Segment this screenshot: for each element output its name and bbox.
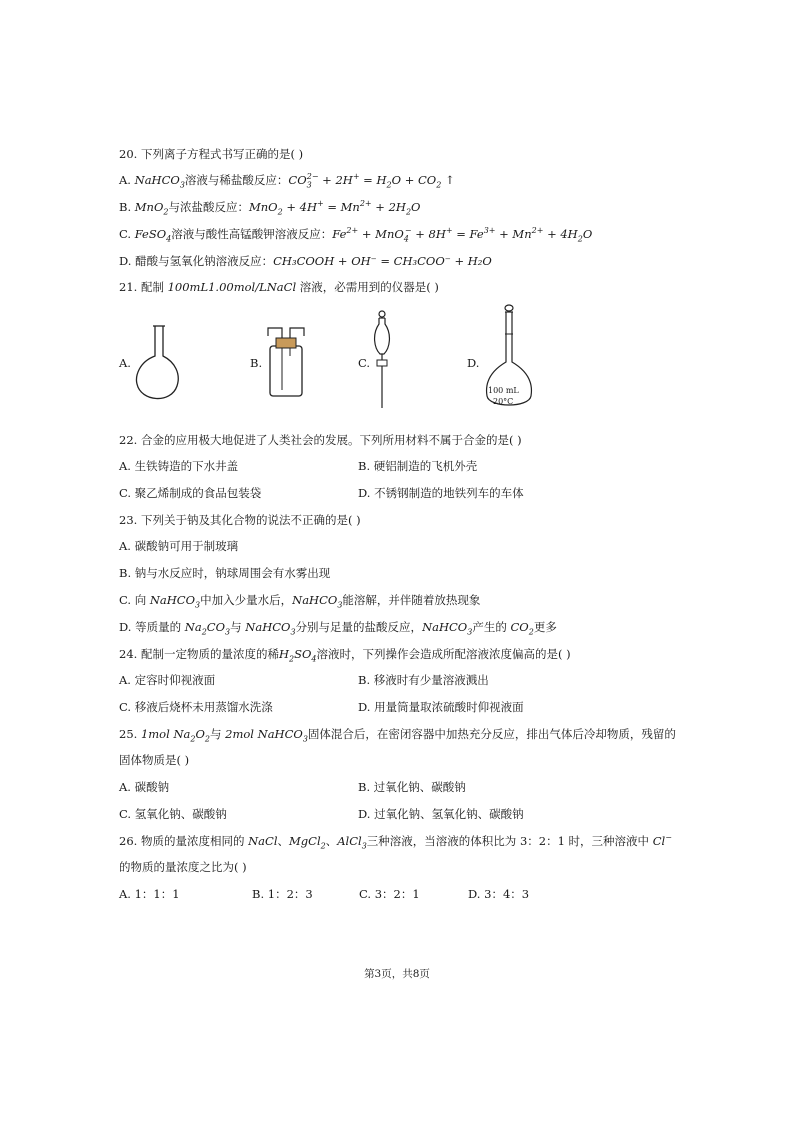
q26-option-a: A. 1：1：1 <box>119 887 180 901</box>
q26-option-c: C. 3：2：1 <box>359 887 420 901</box>
q26-stem-continued: 的物质的量浓度之比为( ) <box>119 860 247 874</box>
q26-option-d: D. 3：4：3 <box>468 887 530 901</box>
q23-option-d: D. 等质量的 $Na_2CO_3$与 NaHCO$_3$分别与足量的盐酸反应，NaHCO$_3$产生的 $CO_2$更多 <box>119 620 557 637</box>
q25-stem: 25. 1mol $Na_2O_2$与 2mol NaHCO$_3$固体混合后，在密闭容器中加热充分反应，排出气体后冷却物质，残留的 <box>119 727 676 744</box>
q24-option-c: C. 移液后烧杯未用蒸馏水洗涤 <box>119 700 273 714</box>
flask-mark-temp: 20°C <box>493 397 514 406</box>
q24-option-a: A. 定容时仰视液面 <box>119 673 216 687</box>
q22-option-c: C. 聚乙烯制成的食品包装袋 <box>119 486 262 500</box>
q22-option-d: D. 不锈钢制造的地铁列车的车体 <box>358 486 524 500</box>
round-bottom-flask-icon <box>133 318 193 418</box>
q25-option-b: B. 过氧化钠、碳酸钠 <box>358 780 466 794</box>
q21-stem: 21. 配制 100mL1.00mol/LNaCl 溶液，必需用到的仪器是( ) <box>119 280 439 294</box>
q21-option-c: C. <box>358 318 428 418</box>
q22-option-a: A. 生铁铸造的下水井盖 <box>119 459 239 473</box>
q25-option-a: A. 碳酸钠 <box>119 780 170 794</box>
separatory-funnel-icon <box>370 308 410 408</box>
q21-option-d: D. 100 mL 20°C <box>467 318 557 418</box>
q25-option-c: C. 氢氧化钠、碳酸钠 <box>119 807 227 821</box>
flask-mark-volume: 100 mL <box>488 386 519 395</box>
q26-option-b: B. 1：2：3 <box>252 887 313 901</box>
q25-option-d: D. 过氧化钠、氢氧化钠、碳酸钠 <box>358 807 524 821</box>
q22-option-b: B. 硬铝制造的飞机外壳 <box>358 459 478 473</box>
q23-option-c: C. 向 NaHCO$_3$中加入少量水后，NaHCO$_3$能溶解，并伴随着放热现象 <box>119 593 481 610</box>
volumetric-flask-icon <box>481 304 551 414</box>
q24-option-b: B. 移液时有少量溶液溅出 <box>358 673 489 687</box>
q20-stem: 20. 下列离子方程式书写正确的是( ) <box>119 147 304 161</box>
q24-option-d: D. 用量筒量取浓硫酸时仰视液面 <box>358 700 524 714</box>
q23-option-b: B. 钠与水反应时，钠球周围会有水雾出现 <box>119 566 331 580</box>
page-footer: 第3页，共8页 <box>364 968 430 980</box>
gas-washing-bottle-icon <box>262 322 318 422</box>
q22-stem: 22. 合金的应用极大地促进了人类社会的发展。下列所用材料不属于合金的是( ) <box>119 433 522 447</box>
q20-option-c: C. FeSO$_4$溶液与酸性高锰酸钾溶液反应：$Fe^{2+} + MnO_4^- + 8H^+ = Fe^{3+} + Mn^{2+} + 4H_2O$ <box>119 226 593 244</box>
q23-option-a: A. 碳酸钠可用于制玻璃 <box>119 539 239 553</box>
q26-options <box>119 886 529 902</box>
q20-option-a: A. NaHCO$_3$溶液与稀盐酸反应：$CO_3^{2-} + 2H^+ = H_2O + CO_2$ ↑ <box>119 172 455 190</box>
q21-option-a: A. <box>119 318 199 418</box>
q20-option-d: D. 醋酸与氢氧化钠溶液反应：CH₃COOH + OH⁻ = CH₃COO⁻ + H₂O <box>119 254 492 268</box>
q24-stem: 24. 配制一定物质的量浓度的稀$H_2SO_4$溶液时，下列操作会造成所配溶液浓度偏高的是( ) <box>119 647 571 664</box>
q25-stem-continued: 固体物质是( ) <box>119 753 190 767</box>
q20-option-b: B. MnO$_2$与浓盐酸反应：$MnO_2 + 4H^+ = Mn^{2+} + 2H_2O$ <box>119 199 421 217</box>
q21-option-b: B. <box>250 318 320 418</box>
q23-stem: 23. 下列关于钠及其化合物的说法不正确的是( ) <box>119 513 361 527</box>
q26-stem: 26. 物质的量浓度相同的 NaCl、MgCl$_2$、AlCl$_3$三种溶液，当溶液的体积比为 3：2：1 时，三种溶液中 Cl− <box>119 833 672 851</box>
